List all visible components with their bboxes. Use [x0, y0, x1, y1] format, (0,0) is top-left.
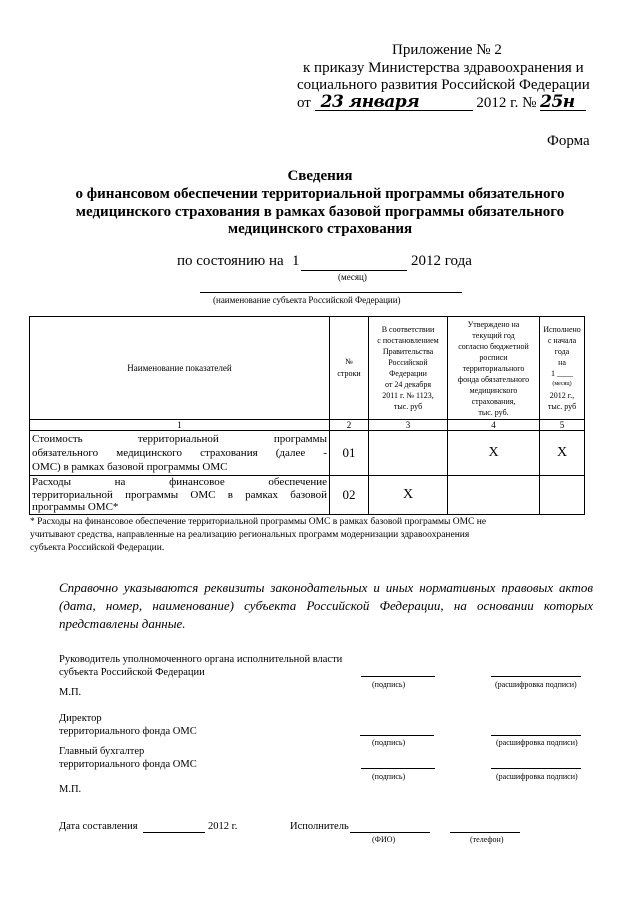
executor-fio-caption: (ФИО)	[372, 835, 396, 844]
header-row-no-l2: строки	[337, 369, 361, 378]
reference-note-l1: Справочно указываются реквизиты законодательных и иных нормативных правовых актов	[59, 580, 593, 595]
subject-caption: (наименование субъекта Российской Федерации)	[213, 295, 401, 305]
head-signature-line	[361, 676, 435, 677]
header-col4	[448, 317, 540, 420]
compile-date-year: 2012 г.	[208, 821, 238, 832]
header-col5-l5: (месяц)	[552, 381, 572, 387]
stamp-label-1: М.П.	[59, 687, 82, 698]
subject-underline	[200, 292, 462, 293]
header-col3	[369, 317, 448, 420]
header-col4-l7: медицинского	[469, 385, 518, 395]
form-label: Форма	[547, 133, 590, 149]
header-col3-l1: В соответствии	[381, 325, 435, 334]
as-of-day: 1	[292, 253, 300, 269]
row-02-name-l1: Расходы на финансовое обеспечение	[32, 476, 327, 488]
header-col5-l4: 1 ____	[551, 369, 573, 378]
as-of-prefix: по состоянию на	[177, 253, 284, 269]
accountant-title-l1: Главный бухгалтер	[59, 746, 145, 757]
row-02-number: 02	[330, 476, 369, 515]
month-caption: (месяц)	[338, 272, 367, 282]
accountant-signature-line	[361, 768, 435, 769]
director-signature-line	[360, 735, 434, 736]
reference-note-l3: представлены данные.	[59, 616, 186, 631]
header-col4-l4: росписи	[479, 352, 508, 362]
row-02-name-l3: программы ОМС*	[32, 501, 119, 513]
stamp-label-2: М.П.	[59, 784, 82, 795]
row-01-col5: X	[540, 431, 585, 476]
header-col5-l3: на	[558, 358, 566, 367]
row-01-name-l3: ОМС) в рамках базовой программы ОМС	[32, 461, 228, 473]
accountant-decoding-line	[491, 768, 581, 769]
header-col3-l3: Правительства	[382, 347, 434, 356]
row-02-col5	[540, 476, 585, 515]
col-number-3: 3	[369, 420, 448, 431]
head-decoding-caption: (расшифровка подписи)	[495, 680, 577, 689]
header-col4-l9: тыс. руб.	[478, 407, 509, 417]
row-02-name-l2: территориальной программы ОМС в рамках базовой	[32, 488, 327, 501]
footnote-l2: учитывают средства, направленные на реализацию региональных программ модернизации здравоохранения	[30, 530, 470, 540]
order-line-1: к приказу Министерства здравоохранения и	[303, 60, 584, 76]
row-02-col4	[448, 476, 540, 515]
order-line-2: социального развития Российской Федерации	[297, 77, 590, 93]
appendix-label: Приложение № 2	[392, 42, 502, 58]
head-signature-caption: (подпись)	[372, 680, 406, 689]
header-col5-l6: 2012 г.,	[549, 391, 575, 400]
title-line-2: о финансовом обеспечении территориальной программы обязательного	[75, 186, 565, 202]
table-row	[30, 431, 585, 476]
title-line-1: Сведения	[287, 168, 353, 184]
reference-note	[59, 579, 593, 633]
table-row	[30, 476, 585, 515]
header-col5-l1: Исполнено	[543, 325, 581, 334]
col-number-4: 4	[448, 420, 540, 431]
director-title-l1: Директор	[59, 713, 102, 724]
header-col4-l1: Утверждено на	[467, 319, 520, 329]
executor-fio-line	[350, 832, 430, 833]
row-01-name-l2: обязательного медицинского страхования (далее -	[32, 447, 327, 459]
header-col4-l3: согласно бюджетной	[458, 341, 529, 351]
header-name: Наименование показателей	[30, 317, 330, 420]
handwritten-number: 25н	[540, 95, 586, 111]
year-number-label: 2012 г. №	[476, 95, 537, 111]
executor-label: Исполнитель	[290, 821, 349, 832]
reference-note-l2: (дата, номер, наименование) субъекта Российской Федерации, на основании которых	[59, 598, 593, 613]
head-title-l1: Руководитель уполномоченного органа исполнительной власти	[59, 654, 343, 665]
header-col4-l6: фонда обязательного	[457, 374, 530, 384]
footnote	[30, 516, 486, 555]
director-signature-caption: (подпись)	[372, 738, 406, 747]
executor-phone-caption: (телефон)	[470, 835, 504, 844]
header-col3-l6: от 24 декабря	[384, 380, 432, 389]
header-col3-l4: Российской	[388, 358, 428, 367]
order-date-line	[297, 92, 586, 112]
month-underline	[301, 270, 407, 271]
director-title-l2: территориального фонда ОМС	[59, 726, 197, 737]
header-col5-l7: тыс. руб	[547, 402, 577, 411]
header-row-no	[330, 317, 369, 420]
header-col3-l2: с постановлением	[377, 336, 439, 345]
director-decoding-caption: (расшифровка подписи)	[496, 738, 578, 747]
head-decoding-line	[491, 676, 581, 677]
footnote-l3: субъекта Российской Федерации.	[30, 543, 165, 553]
compile-date-line	[143, 832, 205, 833]
as-of-suffix: 2012 года	[411, 253, 472, 269]
row-01-col3	[369, 431, 448, 476]
accountant-signature-caption: (подпись)	[372, 772, 406, 781]
from-label: от	[297, 95, 311, 111]
financing-table	[29, 316, 585, 515]
title-line-3: медицинского страхования в рамках базовой программы обязательного	[75, 204, 565, 220]
col-number-1: 1	[30, 420, 330, 431]
col-number-2: 2	[330, 420, 369, 431]
title-line-4: медицинского страхования	[227, 221, 413, 237]
column-numbers-row	[30, 420, 585, 431]
col-number-5: 5	[540, 420, 585, 431]
row-02-col3: X	[369, 476, 448, 515]
row-01-name-l1: Стоимость территориальной программы	[32, 433, 327, 445]
accountant-decoding-caption: (расшифровка подписи)	[496, 772, 578, 781]
header-col3-l8: тыс. руб	[393, 402, 423, 411]
row-02-name	[30, 476, 330, 515]
header-col4-l2: текущий год	[472, 330, 515, 340]
row-01-number: 01	[330, 431, 369, 476]
header-col4-l8: страхования,	[471, 396, 516, 406]
header-col3-l7: 2011 г. № 1123,	[382, 391, 434, 400]
header-col5	[540, 317, 585, 420]
executor-phone-line	[450, 832, 520, 833]
table-header-row	[30, 317, 585, 420]
header-col3-l5: Федерации	[389, 369, 427, 378]
row-01-name	[30, 431, 330, 476]
row-01-col4: X	[448, 431, 540, 476]
header-col4-l5: территориального	[462, 363, 525, 373]
director-decoding-line	[491, 735, 581, 736]
header-col5-l2: с начала года	[547, 336, 577, 356]
accountant-title-l2: территориального фонда ОМС	[59, 759, 197, 770]
handwritten-date: 23 января	[315, 95, 473, 111]
compile-date-label: Дата составления	[59, 821, 138, 832]
footnote-l1: * Расходы на финансовое обеспечение территориальной программы ОМС в рамках базовой программы ОМС не	[30, 517, 487, 527]
header-row-no-l1: №	[345, 357, 353, 366]
head-title-l2: субъекта Российской Федерации	[59, 667, 205, 678]
